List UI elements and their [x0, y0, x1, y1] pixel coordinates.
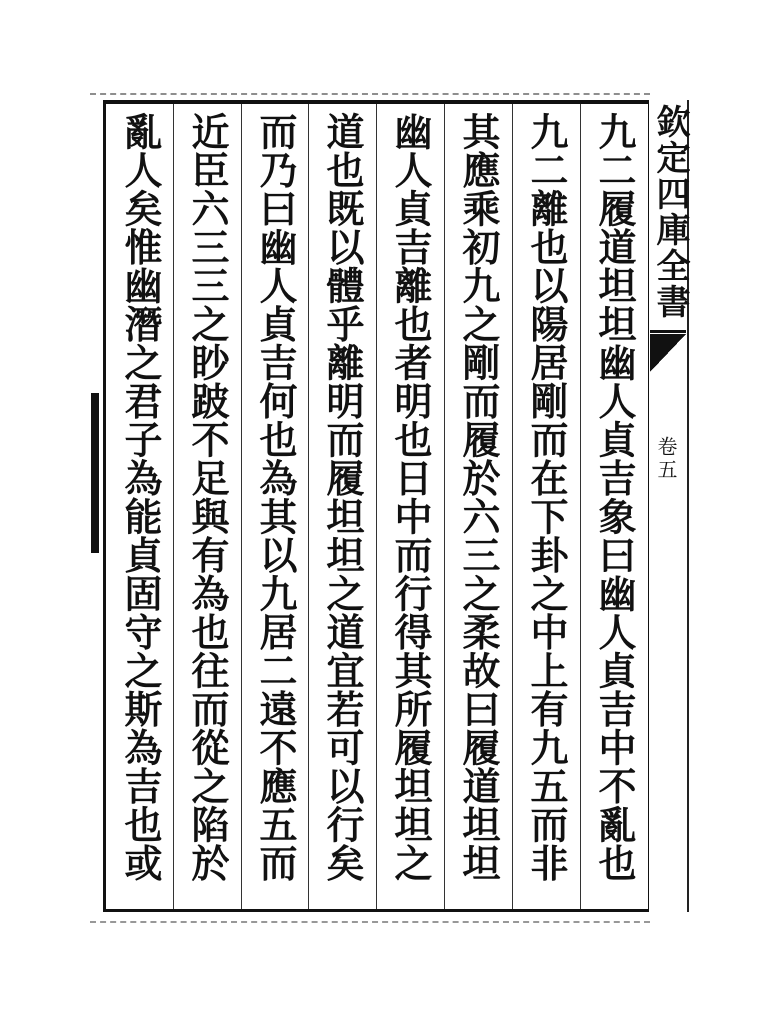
column-rule — [173, 104, 174, 909]
text-column-1: 九二履道坦坦幽人貞吉象曰幽人貞吉中不亂也 — [592, 112, 637, 882]
margin-ink-bar — [91, 393, 99, 553]
volume-label: 卷五 — [654, 436, 678, 482]
fishtail-mark — [650, 334, 686, 372]
fishtail-line — [650, 330, 686, 333]
column-rule — [512, 104, 513, 909]
text-column-5: 道也既以體乎離明而履坦坦之道宜若可以行矣 — [320, 112, 365, 882]
text-frame — [103, 100, 649, 912]
text-column-3: 其應乘初九之剛而履於六三之柔故曰履道坦坦 — [456, 112, 501, 882]
text-column-2: 九二離也以陽居剛而在下卦之中上有九五而非 — [524, 112, 569, 882]
text-column-4: 幽人貞吉離也者明也日中而行得其所履坦坦之 — [388, 112, 433, 882]
bottom-edge-border — [90, 921, 650, 926]
column-rule — [580, 104, 581, 909]
text-column-8: 亂人矣惟幽潛之君子為能貞固守之斯為吉也或 — [118, 112, 163, 882]
column-rule — [444, 104, 445, 909]
column-rule — [376, 104, 377, 909]
text-column-7: 近臣六三三之眇跛不足與有為也往而從之陷於 — [185, 112, 230, 882]
column-rule — [308, 104, 309, 909]
column-rule — [241, 104, 242, 909]
text-column-6: 而乃曰幽人貞吉何也為其以九居二遠不應五而 — [253, 112, 298, 882]
top-edge-border — [90, 93, 650, 98]
book-title: 欽定四庫全書 — [650, 104, 690, 320]
